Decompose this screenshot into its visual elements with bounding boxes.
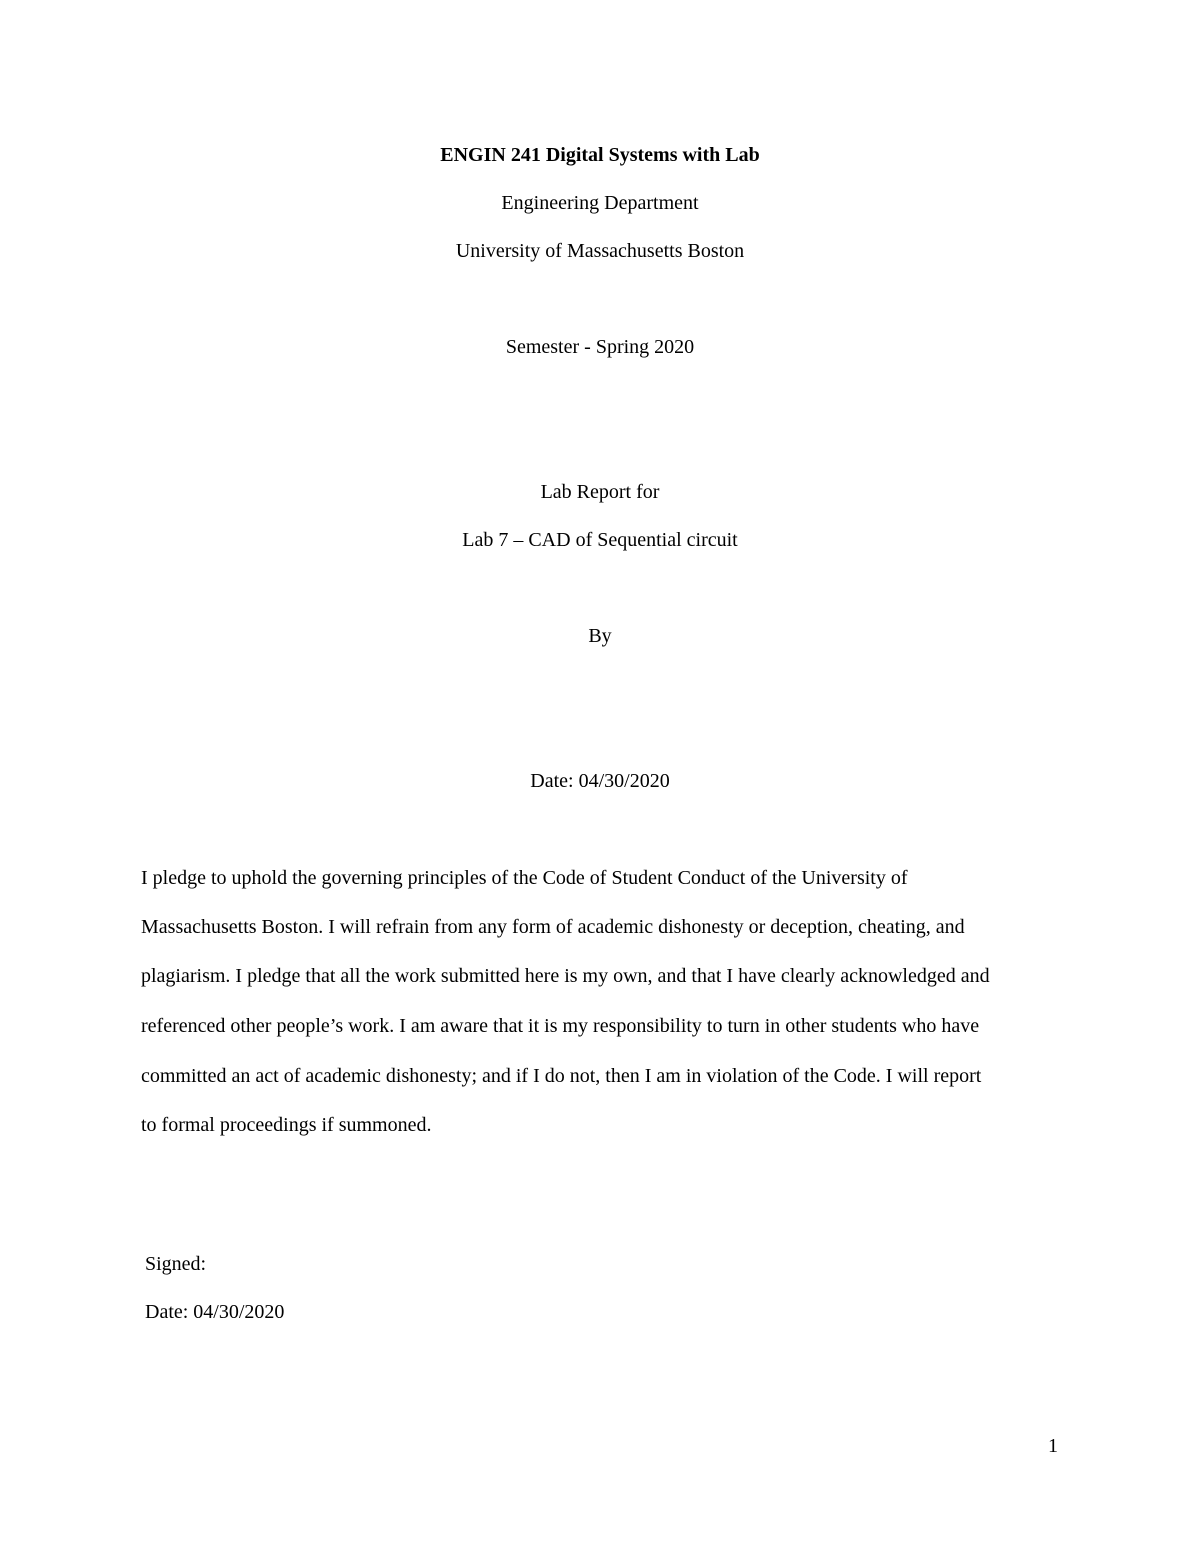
signed-date: Date: 04/30/2020 — [145, 1301, 285, 1323]
report-for-label: Lab Report for — [540, 481, 660, 503]
semester: Semester - Spring 2020 — [505, 336, 695, 358]
page-number: 1 — [1048, 1435, 1058, 1457]
pledge-line: plagiarism. I pledge that all the work submitted here is my own, and that I have clearly acknowledged and — [141, 965, 990, 987]
pledge-line: referenced other people’s work. I am aware that it is my responsibility to turn in other students who have — [141, 1015, 980, 1037]
pledge-line: committed an act of academic dishonesty; and if I do not, then I am in violation of the Code. I will report — [141, 1065, 982, 1087]
report-date: Date: 04/30/2020 — [530, 770, 670, 792]
lab-title: Lab 7 – CAD of Sequential circuit — [462, 529, 738, 551]
author-by-label: By — [588, 625, 612, 647]
university-name: University of Massachusetts Boston — [455, 240, 745, 262]
course-title: ENGIN 241 Digital Systems with Lab — [440, 144, 760, 166]
pledge-line: to formal proceedings if summoned. — [141, 1114, 432, 1136]
pledge-line: I pledge to uphold the governing principles of the Code of Student Conduct of the University of — [141, 867, 908, 889]
pledge-line: Massachusetts Boston. I will refrain from any form of academic dishonesty or deception, cheating, and — [141, 916, 965, 938]
department-name: Engineering Department — [501, 192, 699, 214]
signed-label: Signed: — [145, 1253, 207, 1275]
